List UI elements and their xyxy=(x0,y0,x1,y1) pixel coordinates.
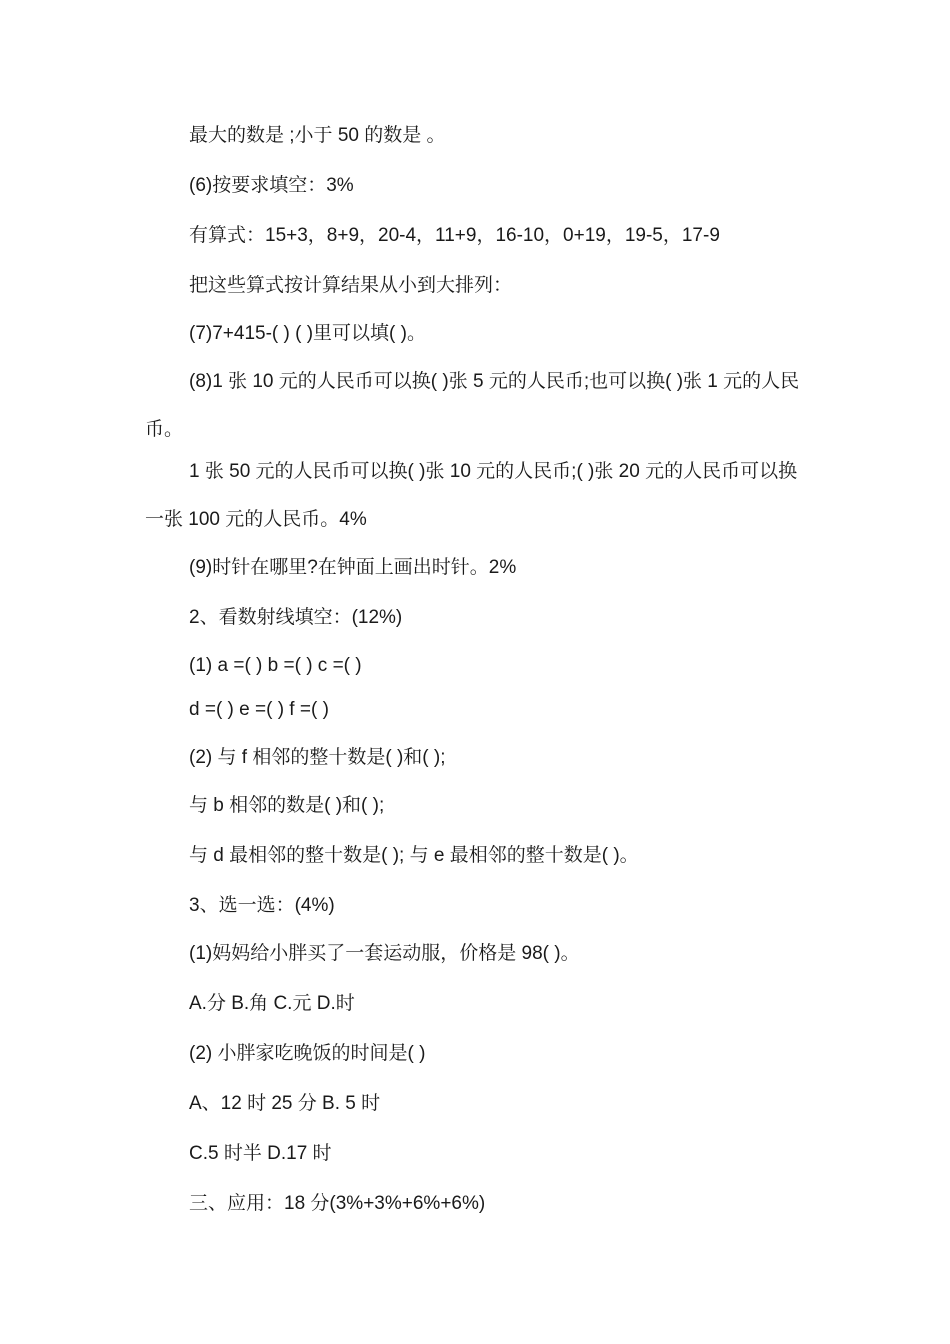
paragraph-2-1-def: d =( ) e =( ) f =( ) xyxy=(189,699,329,720)
paragraph-q6-title: (6)按要求填空：3% xyxy=(189,175,354,196)
paragraph-q6-instruction: 把这些算式按计算结果从小到大排列： xyxy=(189,275,513,296)
paragraph-q9: (9)时针在哪里?在钟面上画出时针。2% xyxy=(189,557,517,578)
paragraph-q8-part2: 1 张 50 元的人民币可以换( )张 10 元的人民币;( )张 20 元的人民币可以换一张 100 元的人民币。4% xyxy=(145,461,798,530)
paragraph-2-2-f: (2) 与 f 相邻的整十数是( )和( ); xyxy=(189,747,446,768)
paragraph-q7: (7)7+415-( ) ( )里可以填( )。 xyxy=(189,323,426,344)
paragraph-3-2-options-cd: C.5 时半 D.17 时 xyxy=(189,1143,332,1164)
paragraph-3-1-question: (1)妈妈给小胖买了一套运动服，价格是 98( )。 xyxy=(189,943,580,964)
paragraph-2-2-de: 与 d 最相邻的整十数是( ); 与 e 最相邻的整十数是( )。 xyxy=(189,845,639,866)
section-3-heading: 3、选一选：(4%) xyxy=(189,895,335,916)
paragraph-3-2-question: (2) 小胖家吃晚饭的时间是( ) xyxy=(189,1043,426,1064)
section-2-heading: 2、看数射线填空：(12%) xyxy=(189,607,403,628)
paragraph-q8-part1: (8)1 张 10 元的人民币可以换( )张 5 元的人民币;也可以换( )张 1 元的人民币。 xyxy=(145,371,800,440)
paragraph-3-1-options: A.分 B.角 C.元 D.时 xyxy=(189,993,355,1014)
paragraph-q6-expressions: 有算式：15+3，8+9，20-4，11+9，16-10，0+19，19-5，17-9 xyxy=(189,225,720,246)
paragraph-max-number: 最大的数是 ;小于 50 的数是 。 xyxy=(189,125,446,146)
section-application-heading: 三、应用：18 分(3%+3%+6%+6%) xyxy=(189,1193,486,1214)
paragraph-2-1-abc: (1) a =( ) b =( ) c =( ) xyxy=(189,655,362,676)
paragraph-2-2-b: 与 b 相邻的数是( )和( ); xyxy=(189,795,385,816)
paragraph-3-2-options-ab: A、12 时 25 分 B. 5 时 xyxy=(189,1093,381,1114)
